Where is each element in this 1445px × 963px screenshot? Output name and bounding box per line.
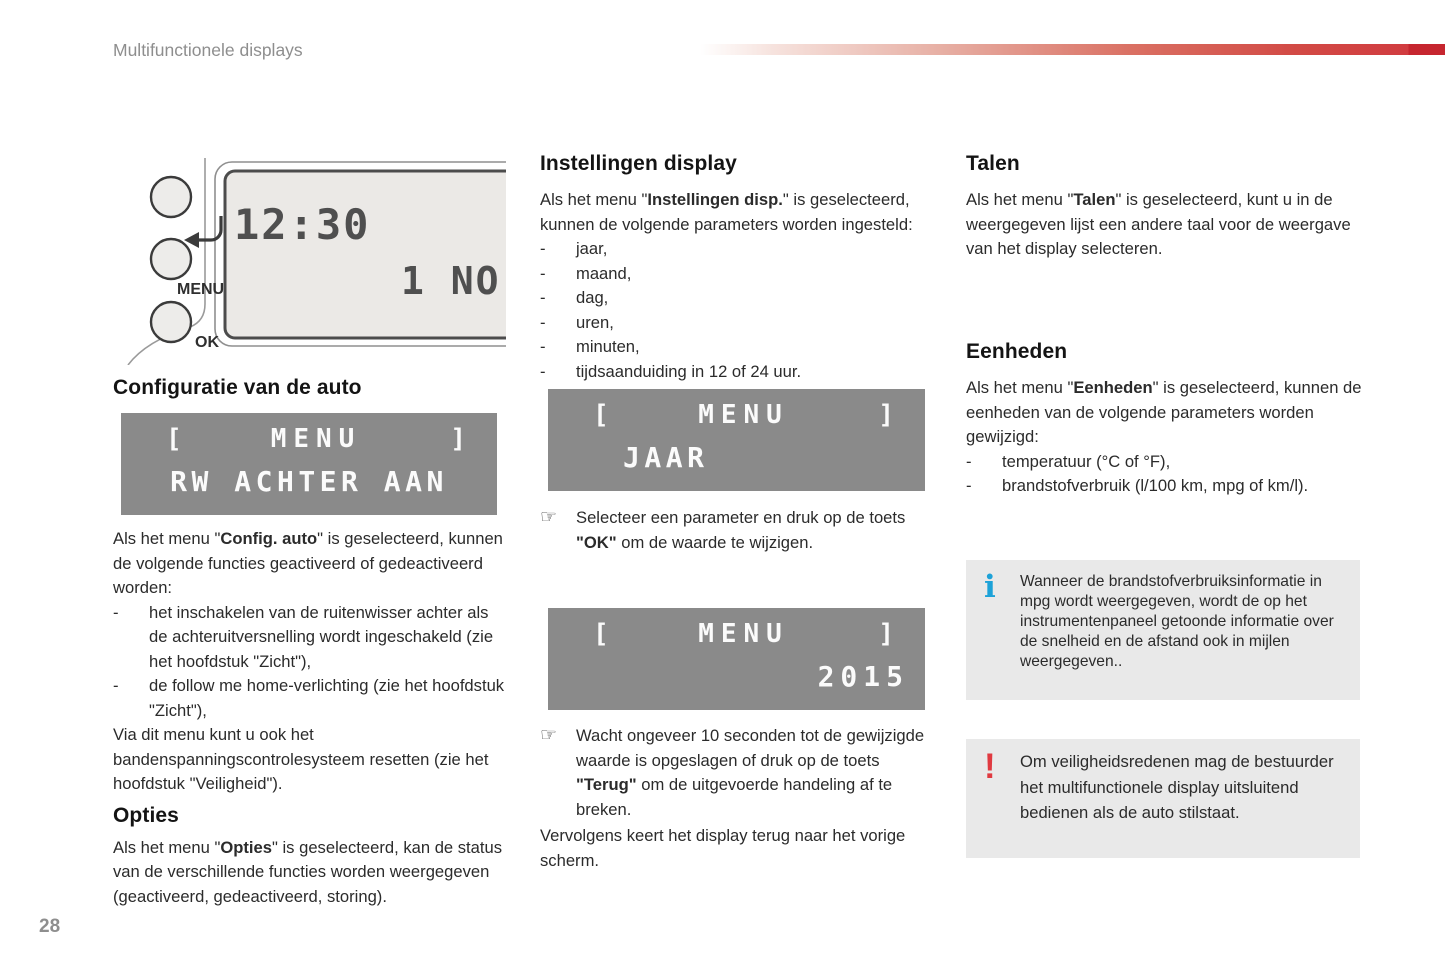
list-bullet: - bbox=[540, 312, 546, 332]
text-run: Als het menu " bbox=[540, 190, 648, 209]
instruction-step bbox=[540, 724, 927, 822]
lcd-bracket-right: ] bbox=[878, 400, 894, 430]
text-run: Als het menu " bbox=[966, 190, 1074, 209]
lcd-menu-title: MENU bbox=[698, 619, 789, 649]
text-run: Wacht ongeveer 10 seconden tot de gewijzigde waarde is opgeslagen of druk op de toets bbox=[576, 726, 925, 770]
list-item bbox=[113, 674, 509, 723]
list-item bbox=[540, 237, 927, 262]
list-bullet: - bbox=[540, 263, 546, 283]
panel-drawing bbox=[113, 158, 506, 365]
text-run-bold: Talen bbox=[1073, 190, 1116, 209]
section-talen bbox=[966, 152, 1362, 262]
text-run: " is geselecteerd, kunnen de volgende parameters worden ingesteld: bbox=[540, 190, 913, 234]
instellingen-list bbox=[540, 237, 927, 384]
list-bullet: - bbox=[540, 361, 546, 381]
instellingen-outro-paragraph: Vervolgens keert het display terug naar het vorige scherm. bbox=[540, 826, 906, 870]
section-heading-configuratie: Configuratie van de auto bbox=[113, 376, 362, 399]
lcd-line2: 2015 bbox=[817, 660, 909, 693]
list-item-text: uren, bbox=[576, 312, 614, 332]
lcd-bracket-left: [ bbox=[166, 424, 182, 454]
text-run: Als het menu " bbox=[966, 378, 1074, 397]
list-item bbox=[540, 335, 927, 360]
section-heading-eenheden: Eenheden bbox=[966, 340, 1068, 363]
lcd-display-jaarwaarde bbox=[548, 608, 925, 710]
text-run: " is geselecteerd, kan de status van de verschillende functies worden weergegeven (geactiveerd, gedeactiveerd, storing). bbox=[113, 837, 503, 906]
back-button bbox=[151, 177, 191, 217]
list-bullet: - bbox=[540, 288, 546, 307]
list-bullet: - bbox=[113, 676, 119, 695]
list-bullet: - bbox=[966, 476, 972, 495]
config-list bbox=[113, 601, 509, 724]
step-text bbox=[576, 724, 927, 822]
display-screen bbox=[225, 171, 506, 338]
section-heading-instellingen: Instellingen display bbox=[540, 152, 737, 175]
page-header-title: Multifunctionele displays bbox=[113, 40, 303, 60]
text-run: " is geselecteerd, kunnen de eenheden van de volgende parameters worden gewijzigd: bbox=[966, 378, 1362, 446]
section-configuratie bbox=[113, 376, 509, 909]
info-icon: i bbox=[984, 569, 996, 605]
text-run: Als het menu " bbox=[113, 837, 221, 857]
list-item-text: het inschakelen van de ruitenwisser achter als de achteruitversnelling wordt ingeschakeld (zie het hoofdstuk "Zicht"), bbox=[149, 602, 494, 671]
list-item-text: jaar, bbox=[576, 239, 608, 258]
header-accent-bar bbox=[700, 44, 1445, 55]
text-run-bold: Opties bbox=[220, 837, 272, 857]
lcd-bracket-left: [ bbox=[593, 619, 609, 649]
text-run: Als het menu " bbox=[113, 529, 221, 548]
text-run-bold: "OK" bbox=[576, 532, 617, 552]
info-note-text: Wanneer de brandstofverbruiksinformatie in mpg wordt weergegeven, wordt de op het instrumentenpaneel getoonde informatie over de snelheid en de afstand ook in mijlen weergegeven.. bbox=[1020, 573, 1334, 670]
section-eenheden bbox=[966, 340, 1362, 499]
list-item-text: minuten, bbox=[576, 337, 640, 356]
menu-button-label: MENU bbox=[177, 281, 225, 298]
section-heading-talen: Talen bbox=[966, 152, 1020, 175]
text-run: om de waarde te wijzigen. bbox=[616, 532, 814, 552]
list-item-text: brandstofverbruik (l/100 km, mpg of km/l). bbox=[1002, 476, 1309, 495]
section-instellingen-display bbox=[540, 152, 927, 873]
eenheden-paragraph bbox=[966, 376, 1362, 450]
pointing-hand-icon: ☞ bbox=[540, 725, 558, 746]
lcd-bracket-right: ] bbox=[878, 619, 894, 649]
lcd-display-config bbox=[121, 413, 497, 515]
warning-note-text: Om veiligheidsredenen mag de bestuurder het multifunctionele display uitsluitend bedienen als de auto stilstaat. bbox=[1020, 752, 1334, 822]
talen-paragraph bbox=[966, 188, 1362, 262]
instruction-step bbox=[540, 506, 927, 555]
lcd-bracket-left: [ bbox=[593, 400, 609, 430]
list-item bbox=[966, 450, 1362, 475]
lcd-line2: RW ACHTER AAN bbox=[170, 465, 448, 498]
lcd-bracket-right: ] bbox=[450, 424, 466, 454]
ok-button bbox=[151, 302, 191, 342]
lcd-line2: JAAR bbox=[623, 441, 709, 474]
lcd-display-jaar bbox=[548, 389, 925, 491]
list-bullet: - bbox=[966, 451, 972, 471]
ok-button-label: OK bbox=[195, 334, 219, 351]
list-item-text: temperatuur (°C of °F), bbox=[1002, 451, 1171, 471]
text-run-bold: "Terug" bbox=[576, 775, 637, 794]
text-run: " is geselecteerd, kunnen de volgende functies geactiveerd of gedeactiveerd worden: bbox=[113, 529, 503, 597]
list-item bbox=[966, 474, 1362, 499]
list-item bbox=[540, 311, 927, 336]
opties-paragraph bbox=[113, 836, 509, 910]
list-item bbox=[540, 360, 927, 385]
list-bullet: - bbox=[113, 602, 119, 622]
warning-icon: ! bbox=[984, 747, 996, 786]
info-note-box bbox=[966, 560, 1360, 700]
menu-button bbox=[151, 239, 191, 279]
eenheden-list bbox=[966, 450, 1362, 499]
warning-note-box bbox=[966, 739, 1360, 858]
section-heading-opties: Opties bbox=[113, 803, 179, 827]
text-run-bold: Instellingen disp. bbox=[647, 190, 783, 209]
text-run: Selecteer een parameter en druk op de toets bbox=[576, 508, 906, 527]
text-run: om de uitgevoerde handeling af te breken. bbox=[576, 775, 893, 819]
list-item-text: dag, bbox=[576, 288, 609, 307]
step-text bbox=[576, 506, 927, 555]
page-number: 28 bbox=[39, 916, 61, 937]
lcd-menu-title: MENU bbox=[270, 424, 362, 454]
text-run: " is geselecteerd, kunt u in de weergegeven lijst een andere taal voor de weergave van het display selecteren. bbox=[966, 190, 1351, 258]
lcd-date-text: 1 NO bbox=[401, 259, 501, 303]
list-bullet: - bbox=[540, 239, 546, 258]
text-run-bold: Eenheden bbox=[1073, 378, 1153, 397]
lcd-menu-title: MENU bbox=[698, 400, 789, 430]
config-intro-paragraph bbox=[113, 527, 509, 601]
list-item-text: de follow me home-verlichting (zie het hoofdstuk "Zicht"), bbox=[149, 676, 505, 720]
list-item bbox=[113, 601, 509, 675]
pointing-hand-icon: ☞ bbox=[540, 507, 558, 528]
config-outro-paragraph: Via dit menu kunt u ook het bandenspanningscontrolesysteem resetten (zie het hoofdstuk "Veiligheid"). bbox=[113, 725, 489, 793]
list-item bbox=[540, 262, 927, 287]
list-item bbox=[540, 286, 927, 311]
instellingen-intro-paragraph bbox=[540, 188, 927, 237]
list-item-text: maand, bbox=[576, 263, 632, 283]
display-panel-illustration bbox=[113, 158, 506, 365]
list-bullet: - bbox=[540, 337, 546, 356]
list-item-text: tijdsaanduiding in 12 of 24 uur. bbox=[576, 361, 802, 381]
lcd-clock-text: 12:30 bbox=[234, 200, 371, 249]
text-run-bold: Config. auto bbox=[220, 529, 318, 548]
